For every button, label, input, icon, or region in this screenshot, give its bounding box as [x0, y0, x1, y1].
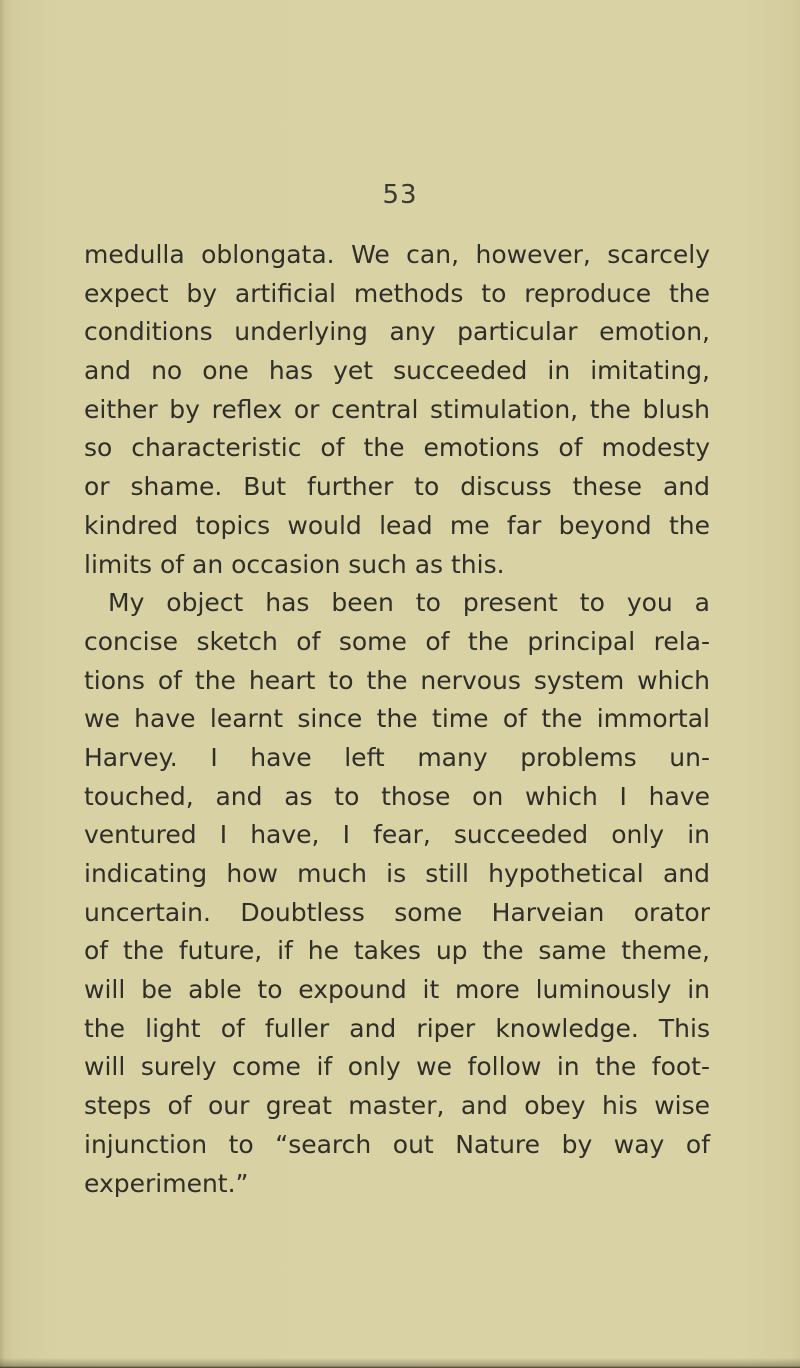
text-line: ventured I have, I fear, succeeded only in	[84, 820, 710, 850]
text-line: limits of an occasion such as this.	[84, 549, 505, 579]
text-line: or shame. But further to discuss these and	[84, 472, 710, 502]
text-line: indicating how much is still hypothetical and	[84, 859, 710, 888]
text-line: Harvey. I have left many problems un-	[84, 742, 710, 772]
text-line: so characteristic of the emotions of modesty	[84, 433, 710, 463]
text-line: expect by artificial methods to reproduce the	[84, 278, 710, 308]
text-line: experiment.”	[84, 1168, 249, 1198]
text-line: touched, and as to those on which I have	[84, 781, 710, 811]
text-line: tions of the heart to the nervous system which	[84, 665, 710, 695]
page-number: 53	[382, 180, 418, 210]
text-line: and no one has yet succeeded in imitating,	[84, 356, 710, 386]
text-line: we have learnt since the time of the immortal	[84, 704, 710, 734]
text-line: of the future, if he takes up the same theme,	[84, 936, 710, 966]
text-line: will surely come if only we follow in the foot-	[84, 1052, 710, 1082]
text-line: uncertain. Doubtless some Harveian orator	[84, 897, 710, 927]
text-line: steps of our great master, and obey his wise	[84, 1091, 710, 1121]
text-line: the light of fuller and riper knowledge. This	[84, 1013, 710, 1043]
text-line: medulla oblongata. We can, however, scarcely	[84, 240, 710, 269]
text-line: My object has been to present to you a	[108, 588, 710, 618]
text-line: will be able to expound it more luminously in	[84, 975, 710, 1005]
text-line: concise sketch of some of the principal rela-	[84, 626, 710, 656]
text-line: conditions underlying any particular emotion,	[84, 317, 710, 347]
text-line: kindred topics would lead me far beyond the	[84, 510, 710, 540]
page-bottom-edge	[0, 1358, 800, 1368]
body-text	[84, 236, 710, 1203]
text-line: either by reflex or central stimulation, the blush	[84, 394, 710, 424]
text-line: injunction to “search out Nature by way of	[84, 1129, 710, 1159]
